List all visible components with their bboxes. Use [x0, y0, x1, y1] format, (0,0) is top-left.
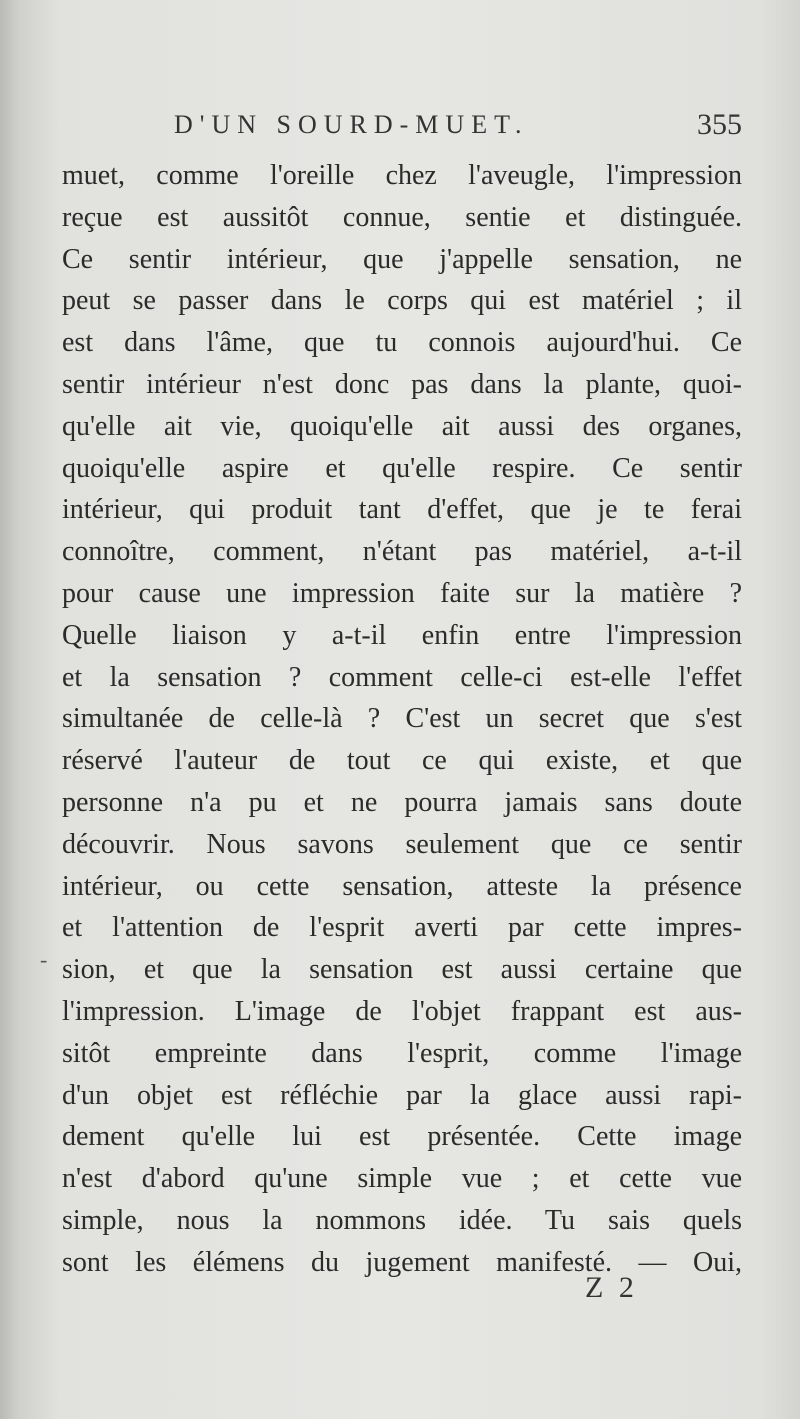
text-line: intérieur, ou cette sensation, atteste la présence: [62, 870, 742, 902]
text-line: quoiqu'elle aspire et qu'elle respire. Ce sentir: [62, 452, 742, 484]
text-line: dement qu'elle lui est présentée. Cette image: [62, 1121, 742, 1153]
text-line: intérieur, qui produit tant d'effet, que je te ferai: [62, 494, 742, 526]
text-line: et l'attention de l'esprit averti par cette impres-: [62, 912, 742, 944]
text-line: muet, comme l'oreille chez l'aveugle, l'impression: [62, 160, 742, 191]
text-line: Quelle liaison y a-t-il enfin entre l'impression: [62, 619, 742, 651]
text-line: qu'elle ait vie, quoiqu'elle ait aussi des organes,: [62, 410, 742, 442]
text-line: réservé l'auteur de tout ce qui existe, et que: [62, 745, 742, 777]
text-line: sion, et que la sensation est aussi certaine que: [62, 954, 742, 986]
text-line: personne n'a pu et ne pourra jamais sans doute: [62, 786, 742, 818]
signature-mark: Z 2: [585, 1271, 638, 1304]
body-text: [62, 155, 742, 1284]
text-line: peut se passer dans le corps qui est matériel ; il: [62, 285, 742, 317]
running-title: D'UN SOURD-MUET.: [174, 110, 529, 139]
text-line: Ce sentir intérieur, que j'appelle sensation, ne: [62, 243, 742, 275]
text-line: sont les élémens du jugement manifesté. — Oui,: [62, 1246, 742, 1278]
text-line: reçue est aussitôt connue, sentie et distinguée.: [62, 201, 742, 233]
text-line: est dans l'âme, que tu connois aujourd'hui. Ce: [62, 327, 742, 359]
margin-mark: -: [40, 947, 48, 972]
text-line: pour cause une impression faite sur la matière ?: [62, 577, 742, 609]
page-number: 355: [697, 108, 742, 141]
text-line: simple, nous la nommons idée. Tu sais quels: [62, 1204, 742, 1236]
text-line: sentir intérieur n'est donc pas dans la plante, quoi-: [62, 368, 742, 400]
text-line: et la sensation ? comment celle-ci est-elle l'effet: [62, 661, 742, 693]
page-header: [62, 105, 742, 145]
text-line: n'est d'abord qu'une simple vue ; et cette vue: [62, 1163, 742, 1195]
text-line: simultanée de celle-là ? C'est un secret que s'est: [62, 703, 742, 735]
text-line: découvrir. Nous savons seulement que ce sentir: [62, 828, 742, 860]
text-line: d'un objet est réfléchie par la glace aussi rapi-: [62, 1079, 742, 1111]
text-line: connoître, comment, n'étant pas matériel, a-t-il: [62, 536, 742, 568]
text-line: l'impression. L'image de l'objet frappant est aus-: [62, 995, 742, 1027]
text-line: sitôt empreinte dans l'esprit, comme l'image: [62, 1037, 742, 1069]
